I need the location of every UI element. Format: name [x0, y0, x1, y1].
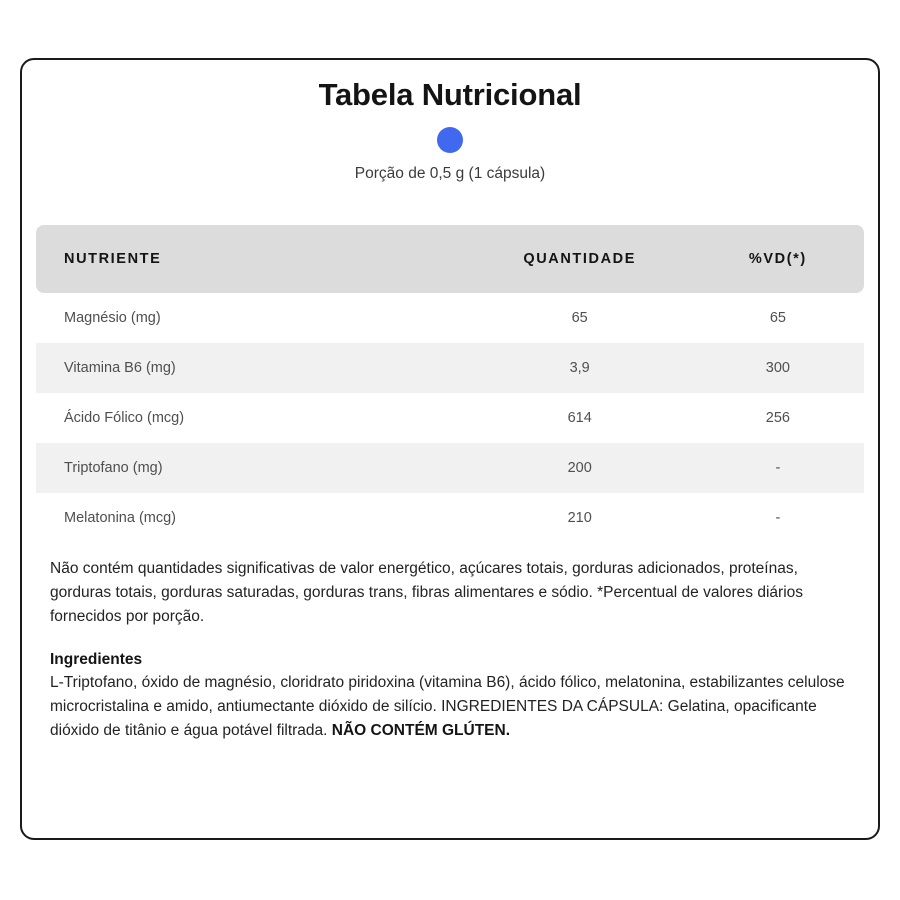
cell-nutrient: Vitamina B6 (mg)	[36, 343, 468, 393]
cell-nutrient: Melatonina (mcg)	[64, 510, 177, 527]
cell-quantity: 210	[567, 510, 592, 527]
ingredients-section	[50, 651, 850, 743]
table-row	[36, 343, 864, 393]
page-title: Tabela Nutricional	[318, 77, 582, 112]
cell-vd: -	[692, 443, 864, 493]
column-header-nutrient: NUTRIENTE	[36, 225, 468, 293]
decorative-dot-container	[22, 127, 878, 153]
table-body	[36, 293, 864, 543]
table-row	[36, 393, 864, 443]
cell-nutrient: Magnésio (mg)	[64, 310, 161, 327]
column-header-vd: %VD(*)	[692, 225, 864, 293]
cell-nutrient: Triptofano (mg)	[36, 443, 468, 493]
nutrition-table	[36, 225, 864, 543]
nutrition-card	[20, 58, 880, 840]
table-row	[36, 493, 864, 543]
ingredients-body	[50, 671, 850, 743]
cell-quantity: 65	[571, 310, 588, 327]
cell-quantity: 614	[567, 410, 592, 427]
cell-vd: 65	[769, 310, 786, 327]
table-header-row	[36, 225, 864, 293]
cell-vd: 256	[765, 410, 790, 427]
cell-quantity: 200	[468, 443, 692, 493]
ingredients-title: Ingredientes	[50, 651, 143, 669]
portion-text: Porção de 0,5 g (1 cápsula)	[354, 165, 546, 183]
cell-quantity: 3,9	[468, 343, 692, 393]
table-header	[36, 225, 864, 293]
blue-dot-icon	[437, 127, 463, 153]
gluten-free-note: NÃO CONTÉM GLÚTEN.	[331, 722, 511, 740]
column-header-quantity: QUANTIDADE	[468, 225, 692, 293]
cell-nutrient: Ácido Fólico (mcg)	[64, 410, 185, 427]
disclaimer-text: Não contém quantidades significativas de valor energético, açúcares totais, gorduras adicionados, proteínas, gorduras totais, gorduras saturadas, gorduras trans, fibras alimentares e sódio. *Percentual de valores diários fornecidos por porção.	[50, 560, 804, 626]
table-row	[36, 443, 864, 493]
cell-vd: -	[775, 510, 781, 527]
ingredients-list: L-Triptofano, óxido de magnésio, cloridrato piridoxina (vitamina B6), ácido fólico, melatonina, estabilizantes celulose microcristalina e amido, antiumectante dióxido de silício. INGREDIENTES DA CÁPSULA: Gelatina, opacificante dióxido de titânio e água potável filtrada.	[50, 674, 845, 740]
table-row	[36, 293, 864, 343]
cell-vd: 300	[692, 343, 864, 393]
